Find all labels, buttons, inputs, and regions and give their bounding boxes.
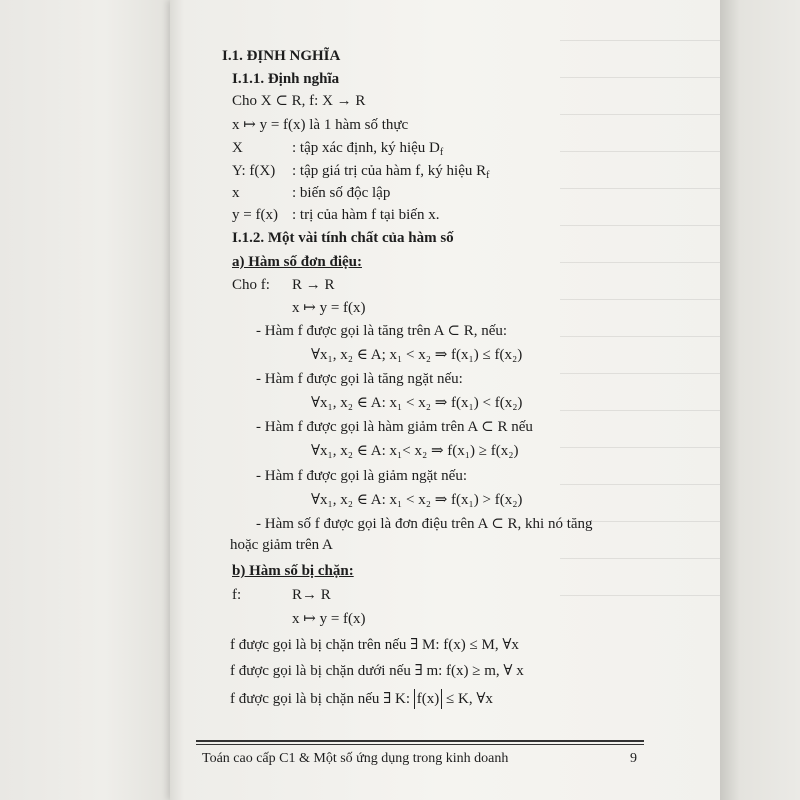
bounded-map-2: x ↦ y = f(x) xyxy=(292,611,366,627)
heading-bounded: b) Hàm số bị chặn: xyxy=(232,563,354,579)
section-title: I.1. ĐỊNH NGHĨA xyxy=(222,48,341,64)
term-variable: x xyxy=(232,185,240,201)
desc-variable: : biến số độc lập xyxy=(292,185,391,201)
term-value: y = f(x) xyxy=(232,207,278,223)
footer-title: Toán cao cấp C1 & Một số ứng dụng trong kinh doanh xyxy=(202,751,509,766)
subsection-title-definition: I.1.1. Định nghĩa xyxy=(232,71,340,87)
term-range: Y: f(X) xyxy=(232,163,276,179)
definition-line-1: Cho X ⊂ R, f: X → R xyxy=(232,93,366,109)
strict-increasing-formula: ∀x₁, x₂ ∈ A: x₁ < x₂ ⇒ f(x₁) < f(x₂) xyxy=(311,395,523,411)
desc-range: : tập giá trị của hàm f, ký hiệu $R_f$ xyxy=(292,163,490,181)
bounded-map-1: R→ R xyxy=(292,587,331,603)
monotone-cho: Cho f: xyxy=(232,277,270,293)
monotone-definition-line-2: hoặc giảm trên A xyxy=(230,537,333,553)
term-domain: X xyxy=(232,140,243,156)
strict-decreasing-definition: - Hàm f được gọi là giảm ngặt nếu: xyxy=(256,468,468,484)
monotone-map-2: x ↦ y = f(x) xyxy=(292,300,366,316)
heading-monotone: a) Hàm số đơn điệu: xyxy=(232,254,362,270)
page-number: 9 xyxy=(630,751,637,766)
strict-decreasing-formula: ∀x₁, x₂ ∈ A: x₁ < x₂ ⇒ f(x₁) > f(x₂) xyxy=(311,492,523,508)
monotone-map-1: R → R xyxy=(292,277,335,293)
background-right xyxy=(720,0,800,800)
decreasing-formula: ∀x₁, x₂ ∈ A: x₁< x₂ ⇒ f(x₁) ≥ f(x₂) xyxy=(311,443,519,459)
bounded-below: f được gọi là bị chặn dưới nếu ∃ m: f(x) ≥ m, ∀ x xyxy=(230,663,524,679)
footer-rule-thick xyxy=(196,740,644,742)
definition-line-2: x ↦ y = f(x) là 1 hàm số thực xyxy=(232,117,409,133)
bounded-f: f: xyxy=(232,587,242,603)
footer-rule-thin xyxy=(196,744,644,745)
decreasing-definition: - Hàm f được gọi là hàm giảm trên A ⊂ R nếu xyxy=(256,419,533,435)
bounded-both: f được gọi là bị chặn nếu ∃ K: f(x) ≤ K, ∀x xyxy=(230,691,493,707)
strict-increasing-definition: - Hàm f được gọi là tăng ngặt nếu: xyxy=(256,371,463,387)
bleed-through-text xyxy=(560,40,720,632)
monotone-definition-line-1: - Hàm số f được gọi là đơn điệu trên A ⊂ R, khi nó tăng xyxy=(256,516,593,532)
subsection-title-properties: I.1.2. Một vài tính chất của hàm số xyxy=(232,230,454,246)
background-left xyxy=(0,0,175,800)
increasing-formula: ∀x₁, x₂ ∈ A; x₁ < x₂ ⇒ f(x₁) ≤ f(x₂) xyxy=(311,347,523,363)
desc-value: : trị của hàm f tại biến x. xyxy=(292,207,440,223)
desc-domain: : tập xác định, ký hiệu $D_f$ xyxy=(292,140,444,158)
bounded-above: f được gọi là bị chặn trên nếu ∃ M: f(x) ≤ M, ∀x xyxy=(230,637,519,653)
increasing-definition: - Hàm f được gọi là tăng trên A ⊂ R, nếu: xyxy=(256,323,508,339)
absolute-value: f(x) xyxy=(414,689,443,709)
